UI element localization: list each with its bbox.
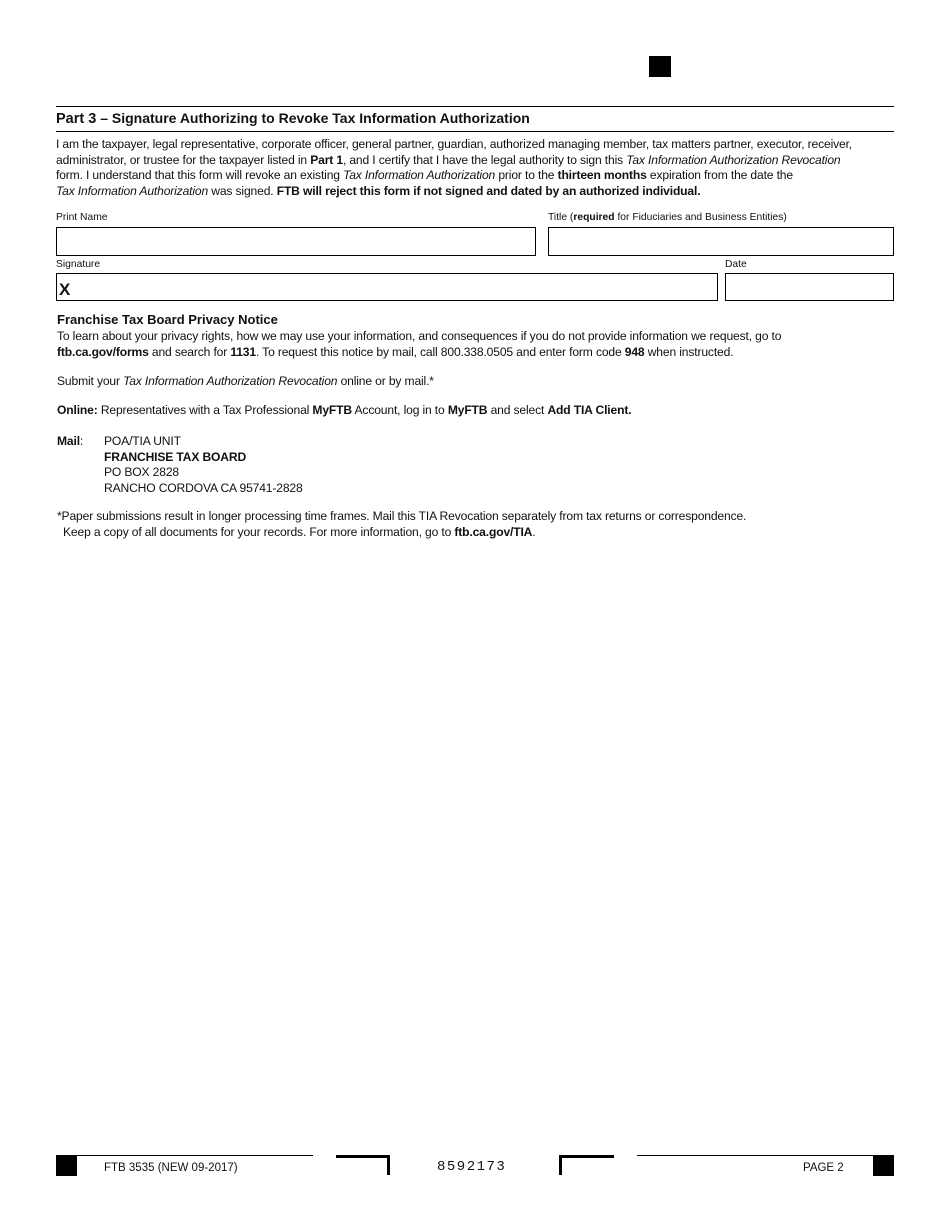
cert-text: , and I certify that I have the legal authority to sign this [342, 152, 627, 167]
print-name-field[interactable] [56, 227, 536, 256]
online-line [57, 403, 631, 419]
title-label-required: required [573, 212, 615, 223]
paper-note [57, 509, 746, 540]
part-title-text: Signature Authorizing to Revoke Tax Information Authorization [111, 110, 530, 126]
privacy-line-1: To learn about your privacy rights, how we may use your information, and consequences if you do not provide information we request, go to [57, 329, 782, 343]
cert-text: form. I understand that this form will revoke an existing [56, 168, 344, 182]
mail-address [104, 434, 303, 496]
online-add-tia: Add TIA Client. [547, 403, 632, 417]
cert-line-3 [56, 168, 896, 184]
print-name-label: Print Name [56, 212, 108, 223]
registration-mark-top [649, 56, 671, 77]
cert-form-name: Tax Information Authorization Revocation [626, 152, 841, 167]
paper-note-line-1: *Paper submissions result in longer processing time frames. Mail this TIA Revocation separately from tax returns or correspondence. [57, 509, 747, 523]
cert-line-2 [56, 153, 896, 169]
title-label [548, 212, 787, 223]
mail-address-line: POA/TIA UNIT [104, 434, 181, 448]
privacy-search-code: 1131 [230, 344, 256, 359]
tia-link[interactable]: ftb.ca.gov/TIA [454, 524, 533, 539]
title-label-text: Title ( [548, 212, 574, 223]
submit-line [57, 374, 434, 390]
mail-address-line: PO BOX 2828 [104, 465, 179, 479]
footer-rule-right [637, 1155, 873, 1156]
cert-text: administrator, or trustee for the taxpayer listed in [56, 152, 311, 167]
cert-emphasis: thirteen months [557, 168, 647, 182]
mail-agency: FRANCHISE TAX BOARD [104, 449, 247, 464]
mail-address-line [104, 450, 303, 466]
date-label: Date [725, 259, 747, 270]
bracket-right [559, 1155, 614, 1175]
privacy-line-2 [57, 345, 781, 361]
signature-field[interactable] [56, 273, 718, 301]
paper-note-text: . [532, 524, 536, 539]
online-text: Account, log in to [351, 403, 448, 417]
cert-part1-ref: Part 1 [310, 152, 343, 167]
title-label-text: for Fiduciaries and Business Entities) [614, 212, 787, 223]
cert-text: expiration from the date the [646, 168, 793, 182]
signature-label: Signature [56, 259, 101, 270]
signature-x-mark: X [59, 280, 71, 299]
mail-address-line: RANCHO CORDOVA CA 95741-2828 [104, 480, 303, 495]
certification-paragraph [56, 137, 896, 199]
registration-mark-bottom-right [873, 1155, 894, 1176]
title-field[interactable] [548, 227, 894, 256]
privacy-text: when instructed. [644, 344, 734, 359]
part3-title [56, 110, 530, 127]
cert-form-name: Tax Information Authorization [343, 168, 496, 182]
privacy-form-code: 948 [624, 344, 645, 359]
registration-mark-bottom-left [56, 1155, 77, 1176]
privacy-text: . To request this notice by mail, call 800.338.0505 and enter form code [255, 344, 625, 359]
footer-rule-left [77, 1155, 313, 1156]
submit-form-name: Tax Information Authorization Revocation [123, 374, 338, 388]
privacy-link[interactable]: ftb.ca.gov/forms [57, 344, 149, 359]
online-myftb: MyFTB [447, 403, 488, 417]
cert-text: was signed. [208, 183, 277, 198]
cert-form-name: Tax Information Authorization [56, 183, 209, 198]
cert-text: prior to the [495, 168, 558, 182]
cert-warning: FTB will reject this form if not signed and dated by an authorized individual. [276, 183, 701, 198]
barcode-number: 8592173 [437, 1159, 507, 1175]
mail-label-colon: : [79, 434, 84, 448]
online-text: Representatives with a Tax Professional [97, 403, 313, 417]
date-field[interactable] [725, 273, 894, 301]
form-id: FTB 3535 (NEW 09-2017) [104, 1162, 238, 1174]
online-label: Online: [57, 403, 98, 417]
cert-line-1 [56, 137, 896, 153]
bracket-left [336, 1155, 390, 1175]
mail-label [57, 434, 83, 450]
page-number: PAGE 2 [803, 1162, 844, 1174]
online-myftb: MyFTB [312, 403, 352, 417]
paper-note-line-2 [57, 525, 746, 541]
privacy-heading: Franchise Tax Board Privacy Notice [57, 312, 278, 327]
submit-text: online or by mail.* [337, 374, 434, 388]
online-text: and select [487, 403, 548, 417]
part-dash: – [96, 110, 112, 126]
privacy-text: and search for [148, 344, 231, 359]
cert-text: I am the taxpayer, legal representative, corporate officer, general partner, guardian, authorized managing member, tax matters partner, executor, receiver, [56, 137, 852, 151]
part-number: Part 3 [56, 111, 97, 127]
cert-line-4 [56, 184, 896, 200]
section-rule-bottom [56, 131, 894, 132]
submit-text: Submit your [57, 374, 124, 388]
paper-note-text: Keep a copy of all documents for your records. For more information, go to [63, 524, 455, 539]
privacy-paragraph [57, 329, 781, 360]
section-rule-top [56, 106, 894, 107]
mail-label-text: Mail [57, 434, 80, 448]
